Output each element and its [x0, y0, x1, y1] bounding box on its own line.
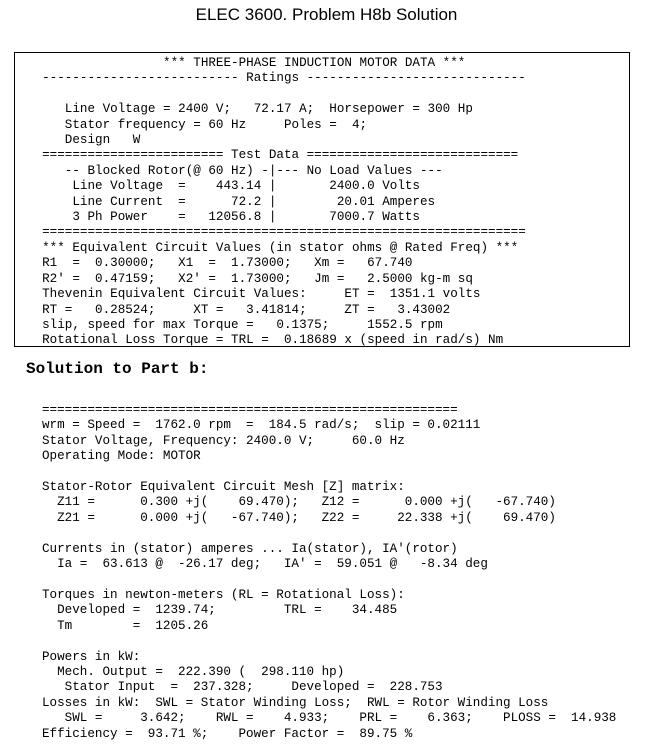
motor-data-line: RT = 0.28524; XT = 3.41814; ZT = 3.43002 [27, 302, 451, 317]
motor-data-line [27, 87, 526, 102]
solution-line: Mech. Output = 222.390 ( 298.110 hp) [42, 664, 345, 679]
motor-data-line: ================================================================ [27, 225, 526, 240]
motor-data-line: *** THREE-PHASE INDUCTION MOTOR DATA *** [27, 56, 466, 70]
solution-line: Stator-Rotor Equivalent Circuit Mesh [Z] matrix: [42, 480, 405, 495]
motor-data-line: ======================== Test Data ============================ [27, 148, 519, 163]
solution-line: ======================================================= [42, 403, 458, 417]
motor-data-line: Line Current = 72.2 | 20.01 Amperes [27, 194, 436, 209]
motor-data-line: Design W [27, 133, 141, 148]
motor-data-line: Line Voltage = 2400 V; 72.17 A; Horsepower = 300 Hp [27, 102, 473, 117]
solution-line [42, 634, 616, 649]
motor-data-line: Rotational Loss Torque = TRL = 0.18689 x (speed in rad/s) Nm [27, 333, 504, 348]
motor-data-line: 3 Ph Power = 12056.8 | 7000.7 Watts [27, 210, 420, 225]
solution-line: Z21 = 0.000 +j( -67.740); Z22 = 22.338 +j( 69.470) [42, 510, 556, 525]
solution-line: Developed = 1239.74; TRL = 34.485 [42, 603, 398, 618]
motor-data-line: Stator frequency = 60 Hz Poles = 4; [27, 117, 368, 132]
solution-line: Powers in kW: [42, 649, 141, 664]
motor-data-text [27, 56, 526, 349]
solution-line: Efficiency = 93.71 %; Power Factor = 89.75 % [42, 726, 413, 741]
solution-line: Stator Input = 237.328; Developed = 228.753 [42, 680, 443, 695]
solution-line: Operating Mode: MOTOR [42, 449, 201, 464]
page-title: ELEC 3600. Problem H8b Solution [195, 5, 458, 24]
motor-data-line: Line Voltage = 443.14 | 2400.0 Volts [27, 179, 420, 194]
solution-line [42, 572, 616, 587]
motor-data-line: slip, speed for max Torque = 0.1375; 1552.5 rpm [27, 317, 443, 332]
solution-heading: Solution to Part b: [26, 360, 209, 378]
motor-data-line: R2' = 0.47159; X2' = 1.73000; Jm = 2.5000 kg-m sq [27, 271, 473, 286]
solution-line: Torques in newton-meters (RL = Rotational Loss): [42, 587, 405, 602]
solution-line: Z11 = 0.300 +j( 69.470); Z12 = 0.000 +j( -67.740) [42, 495, 556, 510]
motor-data-line: R1 = 0.30000; X1 = 1.73000; Xm = 67.740 [27, 256, 413, 271]
solution-line: Ia = 63.613 @ -26.17 deg; IA' = 59.051 @ -8.34 deg [42, 557, 488, 572]
motor-data-line: -- Blocked Rotor(@ 60 Hz) -|--- No Load Values --- [27, 163, 443, 178]
motor-data-line: -------------------------- Ratings ----------------------------- [27, 71, 526, 86]
solution-line: Stator Voltage, Frequency: 2400.0 V; 60.0 Hz [42, 433, 405, 448]
solution-text [42, 403, 616, 742]
solution-line: SWL = 3.642; RWL = 4.933; PRL = 6.363; PLOSS = 14.938 [42, 711, 617, 726]
solution-line: Losses in kW: SWL = Stator Winding Loss; RWL = Rotor Winding Loss [42, 695, 549, 710]
motor-data-line: *** Equivalent Circuit Values (in stator ohms @ Rated Freq) *** [27, 240, 519, 255]
solution-line [42, 465, 616, 480]
motor-data-line: Thevenin Equivalent Circuit Values: ET = 1351.1 volts [27, 287, 481, 302]
solution-line: Currents in (stator) amperes ... Ia(stator), IA'(rotor) [42, 541, 458, 556]
solution-line: wrm = Speed = 1762.0 rpm = 184.5 rad/s; slip = 0.02111 [42, 418, 481, 433]
solution-line: Tm = 1205.26 [42, 618, 209, 633]
solution-line [42, 526, 616, 541]
